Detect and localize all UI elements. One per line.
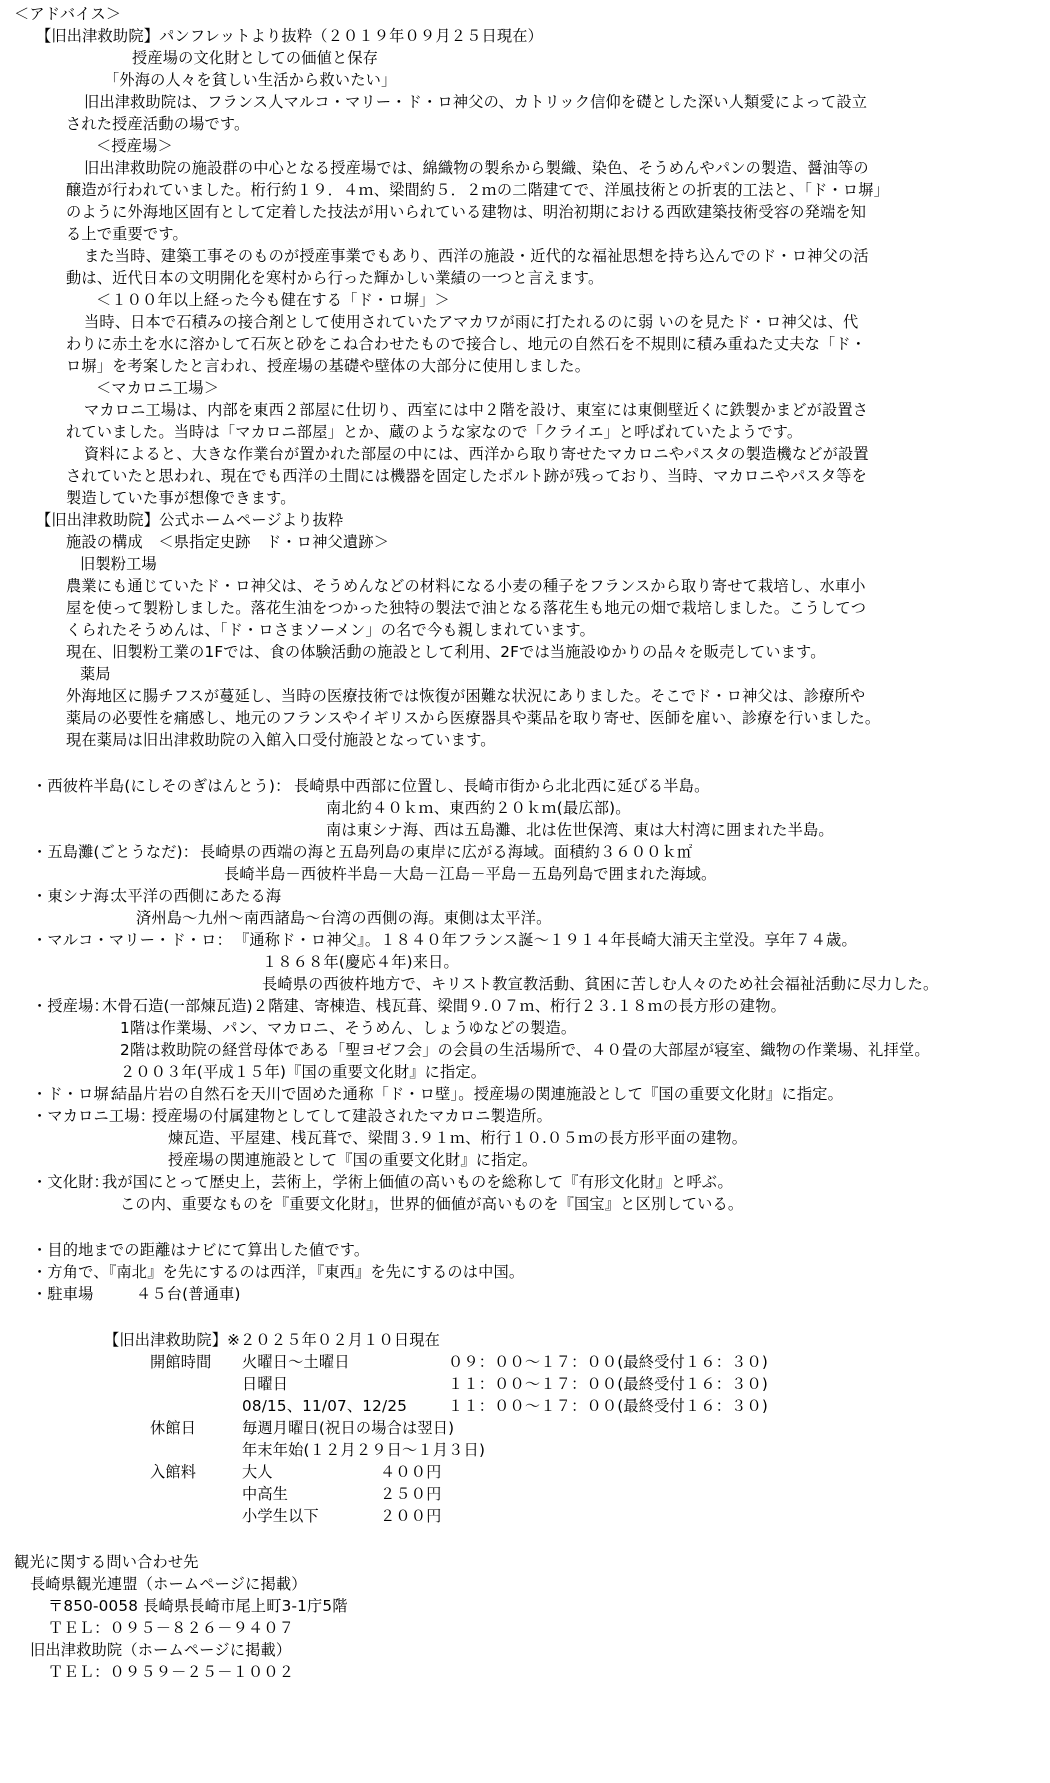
pharmacy-heading: 薬局 <box>80 665 111 683</box>
pharmacy-line: 現在薬局は旧出津救助院の入館入口受付施設となっています。 <box>66 731 496 749</box>
mill-line: 農業にも通じていたド・ロ神父は、そうめんなどの材料になる小麦の種子をフランスから取り寄せて栽培し、水車小 <box>66 577 866 595</box>
glossary-term: ・授産場： <box>32 997 109 1015</box>
pamphlet-subtitle: 授産場の文化財としての価値と保存 <box>132 49 379 67</box>
info-header: 【旧出津救助院】※２０２５年０２月１０日現在 <box>104 1331 441 1349</box>
hours-label: 開館時間 <box>150 1353 212 1371</box>
mill-line: 屋を使って製粉しました。落花生油をつかった独特の製法で油となる落花生も地元の畑で栽培しました。こうしてつ <box>66 599 867 617</box>
macaroni-heading: ＜マカロニ工場＞ <box>96 379 220 397</box>
fee-label: 入館料 <box>150 1463 197 1481</box>
glossary-term: ・東シナ海： <box>32 887 125 905</box>
contact-tel: ＴＥＬ：０９５－８２６－９４０７ <box>48 1619 295 1637</box>
glossary-line: 2階は救助院の経営母体である「聖ヨゼフ会」の会員の生活場所で、４０畳の大部屋が寝室、織物の作業場、礼拝堂。 <box>120 1041 930 1059</box>
glossary-term: ・五島灘(ごとうなだ)： <box>32 843 199 861</box>
glossary-line: 済州島～九州～南西諸島～台湾の西側の海。東側は太平洋。 <box>136 909 552 927</box>
parking-label: ・駐車場 <box>32 1285 94 1303</box>
pharmacy-line: 薬局の必要性を痛感し、地元のフランスやイギリスから医療器具や薬品を取り寄せ、医師を雇い、診療を行いました。 <box>66 709 881 727</box>
glossary-line: 南北約４０ｋｍ、東西約２０ｋｍ(最広部)。 <box>326 799 631 817</box>
note-line: ・目的地までの距離はナビにて算出した値です。 <box>32 1241 370 1259</box>
dorobei-heading: ＜１００年以上経った今も健在する「ド・ロ塀」＞ <box>96 291 450 309</box>
dorobei-line: 当時、日本で石積みの接合剤として使用されていたアマカワが雨に打たれるのに弱 いのを見たド・ロ神父は、代 <box>84 313 859 331</box>
hours-day: 08/15、11/07、12/25 <box>242 1397 408 1415</box>
glossary-line: 長崎県の西端の海と五島列島の東岸に広がる海域。面積約３６００ｋ㎡ <box>200 843 693 861</box>
macaroni-line: 製造していた事が想像できます。 <box>66 489 296 507</box>
jusanjo-heading: ＜授産場＞ <box>96 137 173 155</box>
fee-price: ２００円 <box>380 1507 442 1525</box>
glossary-term: ・文化財： <box>32 1173 109 1191</box>
contact-tel: ＴＥＬ：０９５９－２５－１００２ <box>48 1663 295 1681</box>
official-header: 【旧出津救助院】公式ホームページより抜粋 <box>36 511 344 529</box>
glossary-line: この内、重要なものを『重要文化財』，世界的価値が高いものを『国宝』と区別している。 <box>120 1195 744 1213</box>
contact-org: 旧出津救助院（ホームページに掲載） <box>30 1641 292 1659</box>
pharmacy-line: 外海地区に腸チフスが蔓延し、当時の医療技術では恢復が困難な状況にありました。そこでド・ロ神父は、診療所や <box>66 687 866 705</box>
glossary-line: 太平洋の西側にあたる海 <box>112 887 282 905</box>
closed-line: 毎週月曜日(祝日の場合は翌日) <box>242 1419 455 1437</box>
macaroni-line: されていたと思われ、現在でも西洋の土間には機器を固定したボルト跡が残っており、当時、マカロニやパスタ等を <box>66 467 868 485</box>
glossary-line: 結晶片岩の自然石を天川で固めた通称「ド・ロ壁」。授産場の関連施設として『国の重要文化財』に指定。 <box>112 1085 843 1103</box>
dorobei-line: ロ塀」を考案したと言われ、授産場の基礎や壁体の大部分に使用しました。 <box>66 357 591 375</box>
fee-category: 大人 <box>242 1463 273 1481</box>
fee-category: 小学生以下 <box>242 1507 319 1525</box>
pamphlet-quote: 「外海の人々を貧しい生活から救いたい」 <box>104 71 397 89</box>
glossary-line: 長崎県の西彼杵地方で、キリスト教宣教活動、貧困に苦しむ人々のため社会福祉活動に尽力した。 <box>262 975 939 993</box>
glossary-term: ・ド・ロ塀： <box>32 1085 125 1103</box>
glossary-line: 木骨石造(一部煉瓦造)２階建、寄棟造、桟瓦葺、梁間９.０７ｍ、桁行２３.１８ｍの長方形の建物。 <box>102 997 786 1015</box>
intro-line: 旧出津救助院は、フランス人マルコ・マリー・ド・ロ神父の、カトリック信仰を礎とした深い人類愛によって設立 <box>84 93 868 111</box>
jusanjo-line: 旧出津救助院の施設群の中心となる授産場では、綿織物の製糸から製織、染色、そうめんやパンの製造、醤油等の <box>84 159 869 177</box>
jusanjo-line: 醸造が行われていました。桁行約１９．４ｍ、梁間約５．２ｍの二階建てで、洋風技術との折衷的工法と、「ド・ロ塀」 <box>66 181 890 199</box>
fee-price: ２５０円 <box>380 1485 442 1503</box>
glossary-line: 授産場の付属建物としてして建設されたマカロニ製造所。 <box>152 1107 553 1125</box>
jusanjo-line: 動は、近代日本の文明開化を寒村から行った輝かしい業績の一つと言えます。 <box>66 269 604 287</box>
hours-day: 火曜日～土曜日 <box>242 1353 350 1371</box>
glossary-line: 長崎半島－西彼杵半島－大島－江島－平島－五島列島で囲まれた海域。 <box>224 865 717 883</box>
closed-label: 休館日 <box>150 1419 197 1437</box>
macaroni-line: れていました。当時は「マカロニ部屋」とか、蔵のような家なので「クライエ」と呼ばれていたようです。 <box>66 423 803 441</box>
glossary-line: 長崎県中西部に位置し、長崎市街から北北西に延びる半島。 <box>294 777 710 795</box>
mill-heading: 旧製粉工場 <box>80 555 157 573</box>
advice-header: ＜アドバイス＞ <box>14 5 122 23</box>
contact-org: 長崎県観光連盟（ホームページに掲載） <box>30 1575 307 1593</box>
jusanjo-line: のように外海地区固有として定着した技法が用いられている建物は、明治初期における西欧建築技術受容の発端を知 <box>66 203 867 221</box>
glossary-term: ・マカロニ工場： <box>32 1107 156 1125</box>
glossary-line: 南は東シナ海、西は五島灘、北は佐世保湾、東は大村湾に囲まれた半島。 <box>326 821 834 839</box>
mill-now: 現在、旧製粉工業の1Fでは、食の体験活動の施設として利用、2Fでは当施設ゆかりの品々を販売しています。 <box>66 643 826 661</box>
glossary-term: ・西彼杵半島(にしそのぎはんとう)： <box>32 777 291 795</box>
contact-header: 観光に関する問い合わせ先 <box>14 1553 199 1571</box>
glossary-line: 『通称ド・ロ神父』。１８４０年フランス誕～１９１４年長崎大浦天主堂没。享年７４歳。 <box>234 931 857 949</box>
hours-time: １１：００～１７：００(最終受付１６：３０) <box>448 1397 769 1415</box>
jusanjo-line: る上で重要です。 <box>66 225 188 243</box>
closed-line: 年末年始(１２月２９日～１月３日) <box>242 1441 486 1459</box>
parking-value: ４５台(普通車) <box>136 1285 241 1303</box>
glossary-term: ・マルコ・マリー・ド・ロ： <box>32 931 233 949</box>
glossary-line: ２００３年(平成１５年)『国の重要文化財』に指定。 <box>120 1063 487 1081</box>
macaroni-line: マカロニ工場は、内部を東西２部屋に仕切り、西室には中２階を設け、東室には東側壁近くに鉄製かまどが設置さ <box>84 401 869 419</box>
hours-time: ０９：００～１７：００(最終受付１６：３０) <box>448 1353 769 1371</box>
fee-price: ４００円 <box>380 1463 442 1481</box>
note-line: ・方角で、『南北』を先にするのは西洋，『東西』を先にするのは中国。 <box>32 1263 525 1281</box>
mill-line: くられたそうめんは、「ド・ロさまソーメン」の名で今も親しまれています。 <box>66 621 595 639</box>
glossary-line: 1階は作業場、パン、マカロニ、そうめん、しょうゆなどの製造。 <box>120 1019 577 1037</box>
glossary-line: 我が国にとって歴史上，芸術上，学術上価値の高いものを総称して『有形文化財』と呼ぶ。 <box>102 1173 733 1191</box>
glossary-line: １８６８年(慶応４年)来日。 <box>262 953 459 971</box>
hours-time: １１：００～１７：００(最終受付１６：３０) <box>448 1375 769 1393</box>
intro-line: された授産活動の場です。 <box>66 115 250 133</box>
jusanjo-line: また当時、建築工事そのものが授産事業でもあり、西洋の施設・近代的な福祉思想を持ち込んでのド・ロ神父の活 <box>84 247 869 265</box>
contact-address: 〒850-0058 長崎県長崎市尾上町3-1庁5階 <box>48 1597 348 1615</box>
glossary-line: 煉瓦造、平屋建、桟瓦葺で、梁間３.９１ｍ、桁行１０.０５ｍの長方形平面の建物。 <box>168 1129 748 1147</box>
glossary-line: 授産場の関連施設として『国の重要文化財』に指定。 <box>168 1151 538 1169</box>
hours-day: 日曜日 <box>242 1375 289 1393</box>
macaroni-line: 資料によると、大きな作業台が置かれた部屋の中には、西洋から取り寄せたマカロニやパスタの製造機などが設置 <box>84 445 869 463</box>
composition-heading: 施設の構成 ＜県指定史跡 ド・ロ神父遺跡＞ <box>66 533 390 551</box>
fee-category: 中高生 <box>242 1485 289 1503</box>
pamphlet-header: 【旧出津救助院】パンフレットより抜粋（２０１９年０９月２５日現在） <box>36 27 544 45</box>
dorobei-line: わりに赤土を水に溶かして石灰と砂をこね合わせたもので接合し、地元の自然石を不規則に積み重ねた丈夫な「ド・ <box>66 335 867 353</box>
